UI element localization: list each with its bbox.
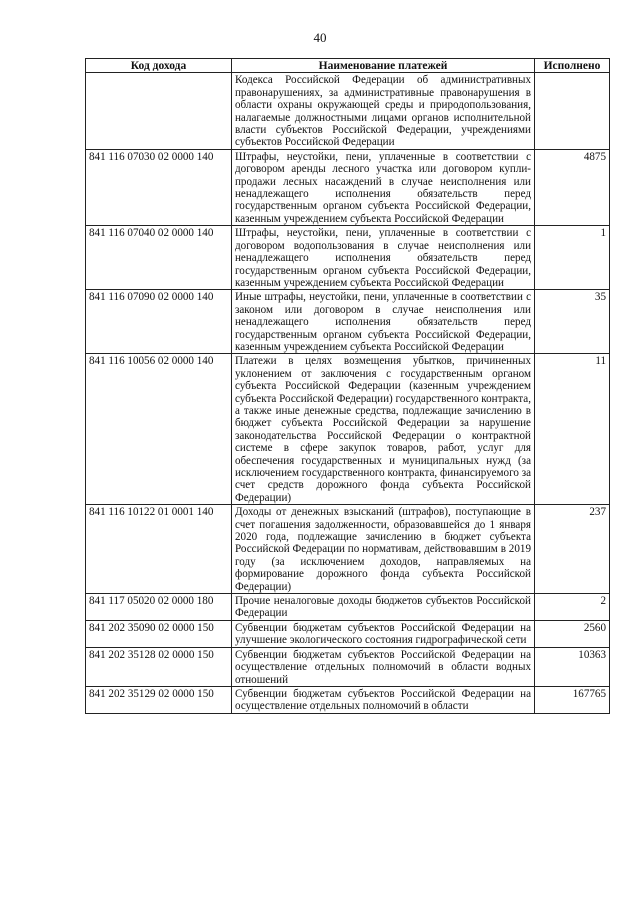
table-row [86, 647, 610, 686]
executed-value-cell: 2 [535, 594, 610, 621]
table-row [86, 686, 610, 713]
income-code-cell: 841 116 10122 01 0001 140 [86, 505, 232, 594]
table-row [86, 290, 610, 354]
payment-name-cell: Кодекса Российской Федерации об административных правонарушениях, за административные правонарушения в области охраны окружающей среды и природопользования, налагаемые должностными лицами органов исполнительной власти субъектов Российской Федерации, учреждениями субъектов Российской Федерации [232, 73, 535, 149]
executed-value-cell: 4875 [535, 149, 610, 225]
table-row [86, 620, 610, 647]
payment-name-cell: Штрафы, неустойки, пени, уплаченные в соответствии с договором аренды лесного участка или договором купли-продажи лесных насаждений в случае неисполнения или ненадлежащего исполнения обязательств перед государственным органом субъекта Российской Федерации, казенным учреждением субъекта Российской Федерации [232, 149, 535, 225]
table-header-row [86, 59, 610, 73]
income-code-cell: 841 202 35128 02 0000 150 [86, 647, 232, 686]
payment-name-cell: Субвенции бюджетам субъектов Российской Федерации на осуществление отдельных полномочий в области водных отношений [232, 647, 535, 686]
payment-name-cell: Штрафы, неустойки, пени, уплаченные в соответствии с договором водопользования в случае неисполнения или ненадлежащего исполнения обязательств перед государственным органом субъекта Российской Федерации, казенным учреждением субъекта Российской Федерации [232, 226, 535, 290]
executed-value-cell: 167765 [535, 686, 610, 713]
executed-value-cell: 11 [535, 354, 610, 505]
income-code-cell: 841 117 05020 02 0000 180 [86, 594, 232, 621]
table-row [86, 226, 610, 290]
table-row [86, 354, 610, 505]
payment-name-cell: Платежи в целях возмещения убытков, причиненных уклонением от заключения с государственным органом субъекта Российской Федерации (казенным учреждением субъекта Российской Федерации) государственного контракта, а также иные денежные средства, подлежащие зачислению в бюджет субъекта Российской Федерации за нарушение законодательства Российской Федерации о контрактной системе в сфере закупок товаров, работ, услуг для обеспечения государственных и муниципальных нужд (за исключением государственного контракта, финансируемого за счет средств дорожного фонда субъекта Российской Федерации) [232, 354, 535, 505]
income-code-cell [86, 73, 232, 149]
executed-value-cell: 2560 [535, 620, 610, 647]
income-code-cell: 841 202 35090 02 0000 150 [86, 620, 232, 647]
income-code-cell: 841 116 10056 02 0000 140 [86, 354, 232, 505]
table-row [86, 73, 610, 149]
payment-name-cell: Доходы от денежных взысканий (штрафов), поступающие в счет погашения задолженности, образовавшейся до 1 января 2020 года, подлежащие зачислению в бюджет субъекта Российской Федерации по нормативам, действовавшим в 2019 году (за исключением доходов, направляемых на формирование дорожного фонда субъекта Российской Федерации) [232, 505, 535, 594]
table-row [86, 594, 610, 621]
executed-value-cell: 237 [535, 505, 610, 594]
income-code-cell: 841 202 35129 02 0000 150 [86, 686, 232, 713]
executed-value-cell: 1 [535, 226, 610, 290]
executed-value-cell [535, 73, 610, 149]
income-table [85, 58, 610, 714]
income-code-cell: 841 116 07090 02 0000 140 [86, 290, 232, 354]
payment-name-cell: Прочие неналоговые доходы бюджетов субъектов Российской Федерации [232, 594, 535, 621]
executed-value-cell: 10363 [535, 647, 610, 686]
payment-name-cell: Субвенции бюджетам субъектов Российской Федерации на улучшение экологического состояния гидрографической сети [232, 620, 535, 647]
income-code-cell: 841 116 07040 02 0000 140 [86, 226, 232, 290]
header-payment-name: Наименование платежей [232, 59, 535, 73]
header-executed: Исполнено [535, 59, 610, 73]
payment-name-cell: Субвенции бюджетам субъектов Российской Федерации на осуществление отдельных полномочий в области [232, 686, 535, 713]
page-number: 40 [313, 30, 327, 45]
payment-name-cell: Иные штрафы, неустойки, пени, уплаченные в соответствии с законом или договором в случае неисполнения или ненадлежащего исполнения обязательств перед государственным органом субъекта Российской Федерации, казенным учреждением субъекта Российской Федерации [232, 290, 535, 354]
table-row [86, 149, 610, 225]
income-code-cell: 841 116 07030 02 0000 140 [86, 149, 232, 225]
table-row [86, 505, 610, 594]
executed-value-cell: 35 [535, 290, 610, 354]
header-income-code: Код дохода [86, 59, 232, 73]
